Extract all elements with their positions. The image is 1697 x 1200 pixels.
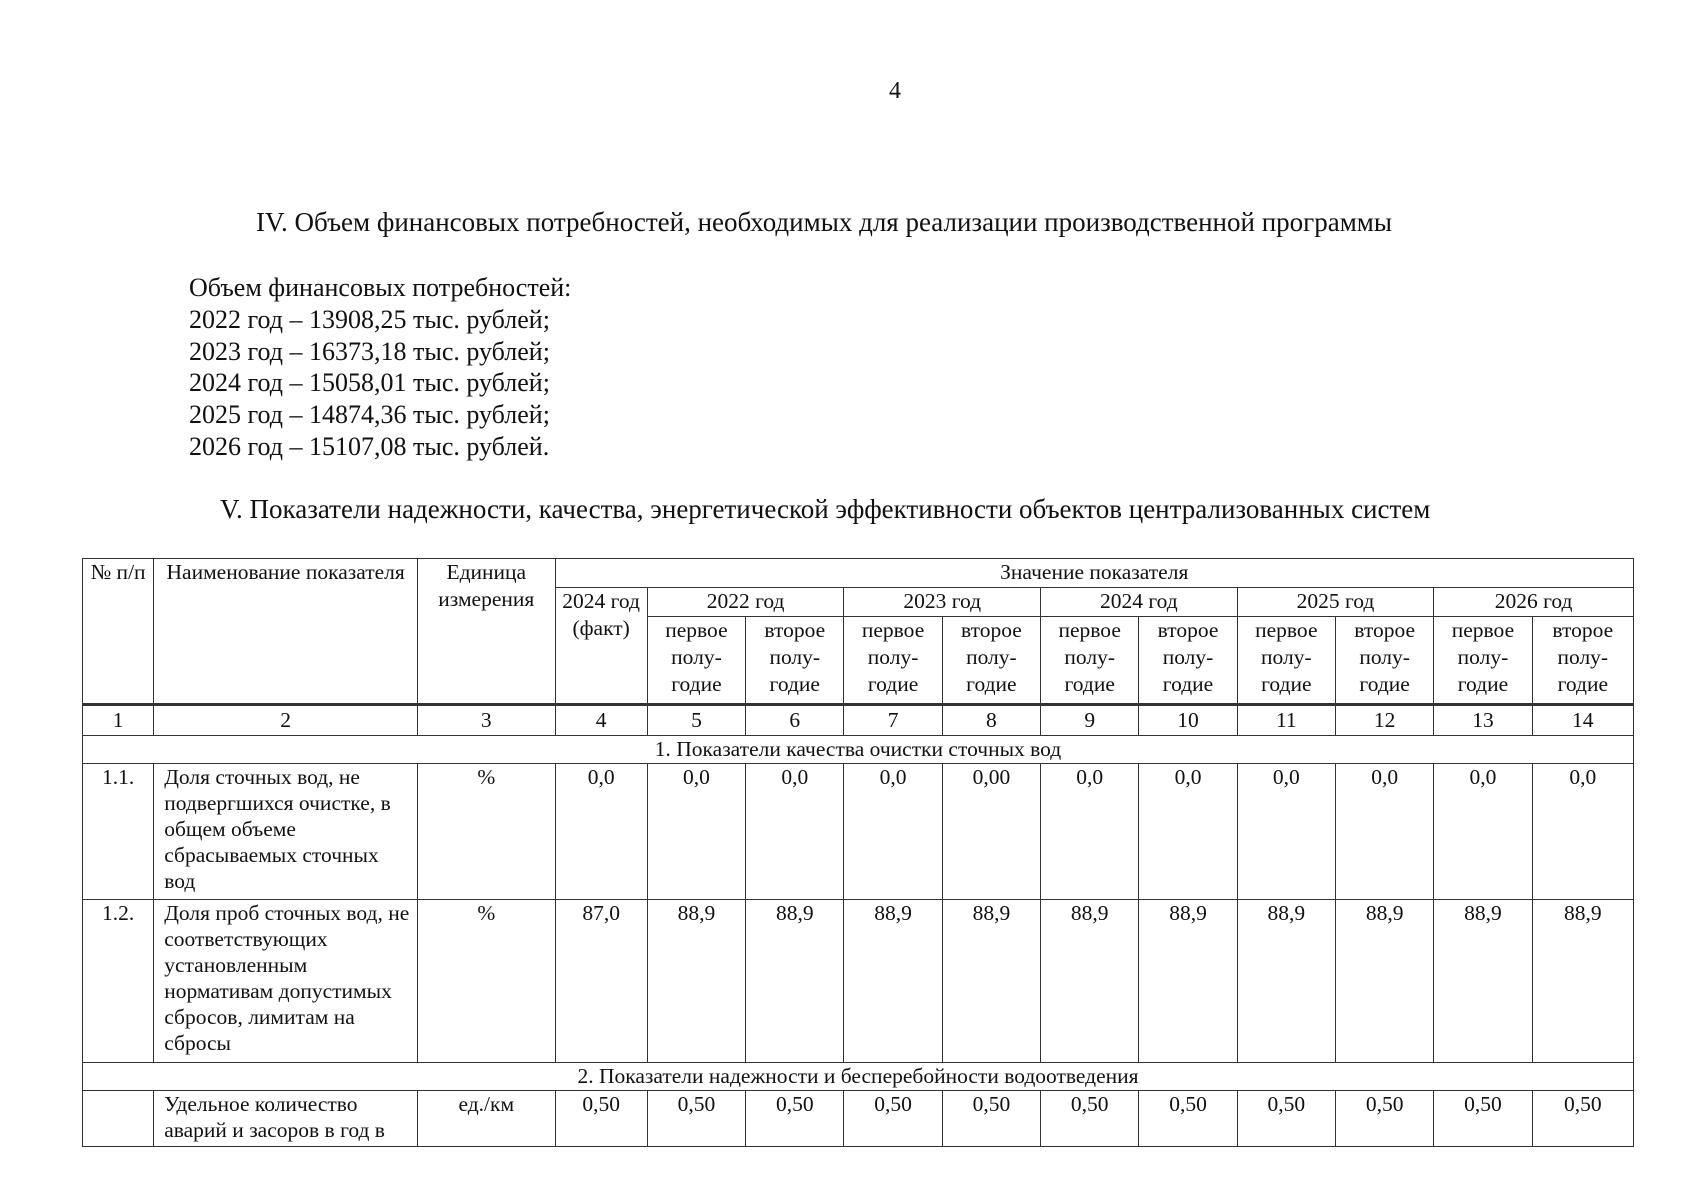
unit-cell: % xyxy=(418,764,555,900)
value-cell: 0,50 xyxy=(942,1091,1040,1147)
header-unit: Единица измерения xyxy=(418,559,555,705)
header-half: первое полу-годие xyxy=(1434,617,1532,705)
value-cell: 0,50 xyxy=(1139,1091,1237,1147)
col-number: 10 xyxy=(1139,705,1237,736)
header-row-1 xyxy=(83,559,1634,588)
value-cell: 88,9 xyxy=(844,900,942,1063)
header-half: первое полу-годие xyxy=(1041,617,1139,705)
value-cell: 0,0 xyxy=(1434,764,1532,900)
header-name: Наименование показателя xyxy=(154,559,418,705)
header-year-2026: 2026 год xyxy=(1434,588,1634,617)
value-cell: 0,50 xyxy=(1532,1091,1633,1147)
finance-block xyxy=(189,272,571,463)
section-2-title: 2. Показатели надежности и бесперебойности водоотведения xyxy=(83,1063,1634,1091)
header-half: второе полу-годие xyxy=(1532,617,1633,705)
header-half: второе полу-годие xyxy=(942,617,1040,705)
value-cell: 0,0 xyxy=(1532,764,1633,900)
value-cell: 0,50 xyxy=(1041,1091,1139,1147)
value-cell: 0,50 xyxy=(1335,1091,1433,1147)
header-year-2024: 2024 год xyxy=(1041,588,1238,617)
header-half: первое полу-годие xyxy=(844,617,942,705)
value-cell: 0,50 xyxy=(1434,1091,1532,1147)
col-number: 5 xyxy=(647,705,745,736)
col-number: 4 xyxy=(555,705,647,736)
value-cell: 88,9 xyxy=(746,900,844,1063)
row-number: 1.2. xyxy=(83,900,154,1063)
section-row xyxy=(83,736,1634,764)
value-cell: 0,0 xyxy=(1237,764,1335,900)
value-cell: 0,0 xyxy=(1335,764,1433,900)
header-year-2023: 2023 год xyxy=(844,588,1041,617)
header-half: второе полу-годие xyxy=(1139,617,1237,705)
value-cell: 0,50 xyxy=(746,1091,844,1147)
header-half: второе полу-годие xyxy=(1335,617,1433,705)
indicators-table xyxy=(82,558,1634,1147)
value-cell: 88,9 xyxy=(942,900,1040,1063)
unit-cell: ед./км xyxy=(418,1091,555,1147)
value-cell: 88,9 xyxy=(1335,900,1433,1063)
value-cell: 0,0 xyxy=(746,764,844,900)
value-cell: 0,00 xyxy=(942,764,1040,900)
value-cell: 88,9 xyxy=(1041,900,1139,1063)
header-year-2022: 2022 год xyxy=(647,588,844,617)
indicator-name: Доля сточных вод, не подвергшихся очистке, в общем объеме сбрасываемых сточных вод xyxy=(154,764,418,900)
col-number: 2 xyxy=(154,705,418,736)
finance-line-2023: 2023 год – 16373,18 тыс. рублей; xyxy=(189,336,550,366)
value-cell: 0,50 xyxy=(1237,1091,1335,1147)
value-cell: 0,0 xyxy=(647,764,745,900)
value-cell: 88,9 xyxy=(1237,900,1335,1063)
header-half: первое полу-годие xyxy=(1237,617,1335,705)
table-row xyxy=(83,764,1634,900)
table-row xyxy=(83,1091,1634,1147)
value-cell: 0,0 xyxy=(1041,764,1139,900)
col-number: 3 xyxy=(418,705,555,736)
value-cell: 0,0 xyxy=(844,764,942,900)
header-fact: 2024 год (факт) xyxy=(555,588,647,705)
value-cell: 0,0 xyxy=(555,764,647,900)
value-cell: 88,9 xyxy=(647,900,745,1063)
value-cell: 0,50 xyxy=(844,1091,942,1147)
value-cell: 88,9 xyxy=(1139,900,1237,1063)
value-cell: 88,9 xyxy=(1434,900,1532,1063)
value-cell: 0,0 xyxy=(1139,764,1237,900)
col-number: 1 xyxy=(83,705,154,736)
value-cell: 87,0 xyxy=(555,900,647,1063)
section-4-heading: IV. Объем финансовых потребностей, необходимых для реализации производственной программы xyxy=(256,207,1393,237)
header-year-2025: 2025 год xyxy=(1237,588,1434,617)
col-number: 9 xyxy=(1041,705,1139,736)
indicator-name: Доля проб сточных вод, не соответствующих установленным нормативам допустимых сбросов, лимитам на сбросы xyxy=(154,900,418,1063)
col-number: 14 xyxy=(1532,705,1633,736)
header-num: № п/п xyxy=(83,559,154,705)
col-number: 13 xyxy=(1434,705,1532,736)
finance-line-2026: 2026 год – 15107,08 тыс. рублей. xyxy=(189,431,550,461)
value-cell: 0,50 xyxy=(647,1091,745,1147)
col-number: 11 xyxy=(1237,705,1335,736)
section-row xyxy=(83,1063,1634,1091)
header-half: первое полу-годие xyxy=(647,617,745,705)
header-value: Значение показателя xyxy=(555,559,1634,588)
row-number xyxy=(83,1091,154,1147)
finance-line-2025: 2025 год – 14874,36 тыс. рублей; xyxy=(189,400,550,430)
finance-line-2024: 2024 год – 15058,01 тыс. рублей; xyxy=(189,368,550,398)
column-number-row xyxy=(83,705,1634,736)
finance-intro: Объем финансовых потребностей: xyxy=(189,273,572,302)
col-number: 7 xyxy=(844,705,942,736)
unit-cell: % xyxy=(418,900,555,1063)
section-1-title: 1. Показатели качества очистки сточных вод xyxy=(83,736,1634,764)
finance-line-2022: 2022 год – 13908,25 тыс. рублей; xyxy=(189,304,550,334)
indicator-name: Удельное количество аварий и засоров в год в xyxy=(154,1091,418,1147)
value-cell: 88,9 xyxy=(1532,900,1633,1063)
col-number: 12 xyxy=(1335,705,1433,736)
col-number: 8 xyxy=(942,705,1040,736)
table-row xyxy=(83,900,1634,1063)
section-5-heading: V. Показатели надежности, качества, энергетической эффективности объектов централизованных систем xyxy=(220,494,1431,524)
page-number: 4 xyxy=(889,78,901,104)
value-cell: 0,50 xyxy=(555,1091,647,1147)
col-number: 6 xyxy=(746,705,844,736)
header-half: второе полу-годие xyxy=(746,617,844,705)
row-number: 1.1. xyxy=(83,764,154,900)
